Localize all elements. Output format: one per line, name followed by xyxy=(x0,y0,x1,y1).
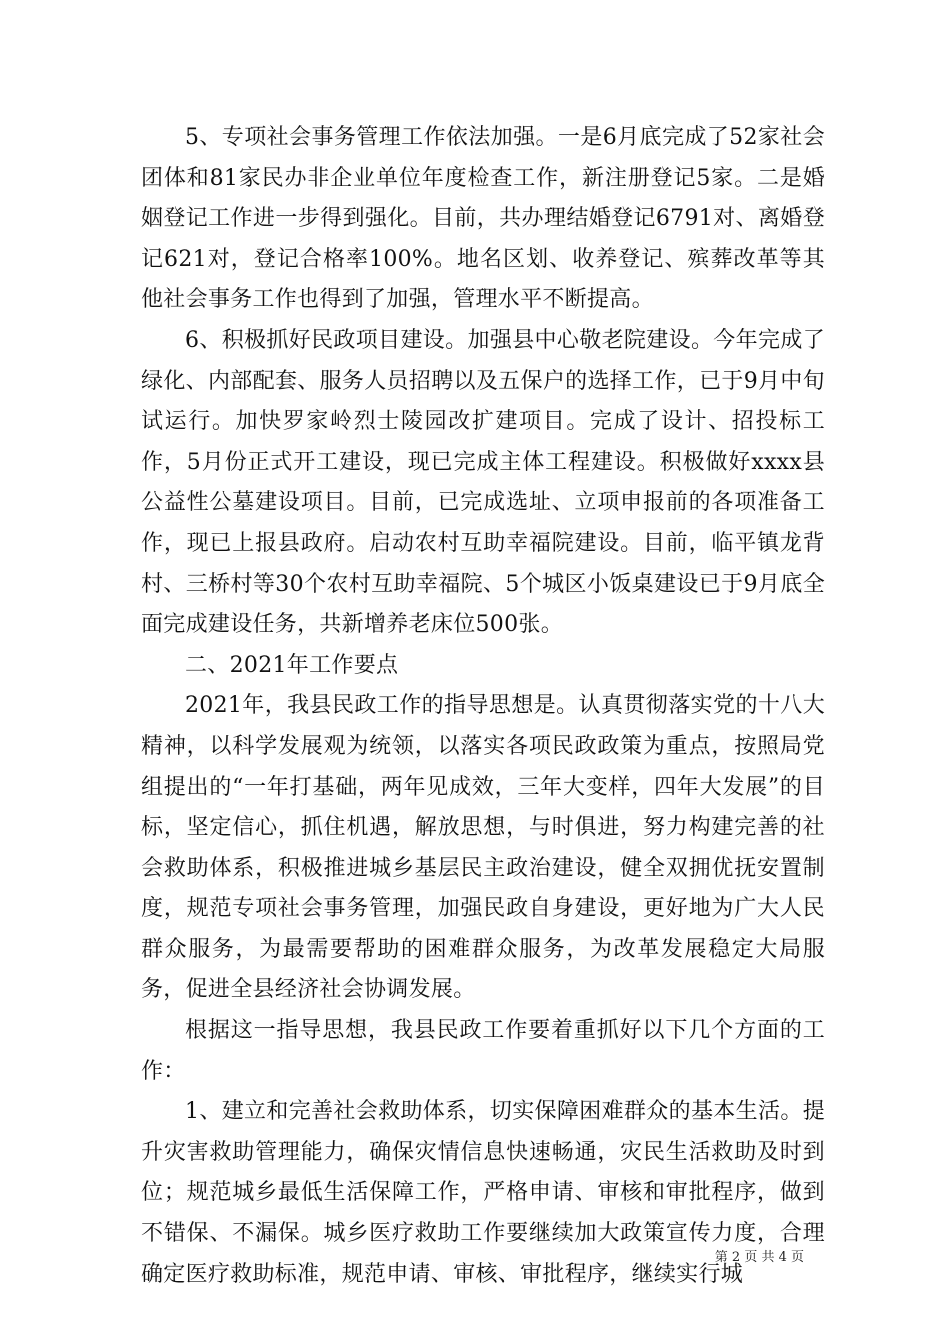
paragraph-guiding-ideology: 2021年，我县民政工作的指导思想是。认真贯彻落实党的十八大精神，以科学发展观为统领，以落实各项民政政策为重点，按照局党组提出的“一年打基础，两年见成效，三年大变样，四年大发展”的目标，坚定信心，抓住机遇，解放思想，与时俱进，努力构建完善的社会救助体系，积极推进城乡基层民主政治建设，健全双拥优抚安置制度，规范专项社会事务管理，加强民政自身建设，更好地为广大人民群众服务，为最需要帮助的困难群众服务，为改革发展稳定大局服务，促进全县经济社会协调发展。 xyxy=(141,693,825,1003)
document-body xyxy=(141,118,825,1295)
paragraph-social-affairs: 5、专项社会事务管理工作依法加强。一是6月底完成了52家社会团体和81家民办非企业单位年度检查工作，新注册登记5家。二是婚姻登记工作进一步得到强化。目前，共办理结婚登记6791对、离婚登记621对，登记合格率100%。地名区划、收养登记、殡葬改革等其他社会事务工作也得到了加强，管理水平不断提高。 xyxy=(141,125,825,313)
section-heading-2021-key-points: 二、2021年工作要点 xyxy=(185,652,399,678)
page-number-footer: 第 2 页 共 4 页 xyxy=(714,1250,804,1265)
paragraph-work-aspects-intro: 根据这一指导思想，我县民政工作要着重抓好以下几个方面的工作： xyxy=(141,1018,825,1084)
paragraph-social-assistance: 1、建立和完善社会救助体系，切实保障困难群众的基本生活。提升灾害救助管理能力，确保灾情信息快速畅通，灾民生活救助及时到位；规范城乡最低生活保障工作，严格申请、审核和审批程序，做到不错保、不漏保。城乡医疗救助工作要继续加大政策宣传力度，合理确定医疗救助标准，规范申请、审核、审批程序，继续实行城 xyxy=(141,1099,825,1287)
paragraph-project-construction: 6、积极抓好民政项目建设。加强县中心敬老院建设。今年完成了绿化、内部配套、服务人员招聘以及五保户的选择工作，已于9月中旬试运行。加快罗家岭烈士陵园改扩建项目。完成了设计、招投标工作，5月份正式开工建设，现已完成主体工程建设。积极做好xxxx县公益性公墓建设项目。目前，已完成选址、立项申报前的各项准备工作，现已上报县政府。启动农村互助幸福院建设。目前，临平镇龙背村、三桥村等30个农村互助幸福院、5个城区小饭桌建设已于9月底全面完成建设任务，共新增养老床位500张。 xyxy=(141,327,825,638)
